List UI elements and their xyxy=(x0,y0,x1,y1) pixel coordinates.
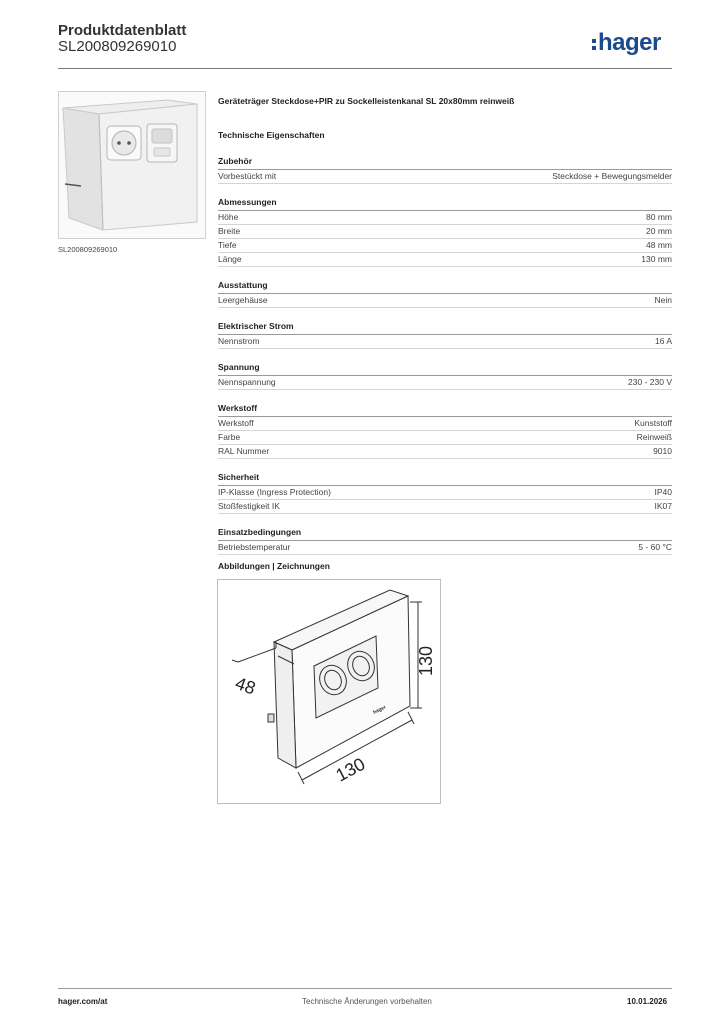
spec-label: Länge xyxy=(218,254,242,264)
spec-group-heading: Elektrischer Strom xyxy=(218,321,672,335)
technical-drawing xyxy=(217,579,441,804)
spec-label: IP-Klasse (Ingress Protection) xyxy=(218,487,331,497)
spec-row xyxy=(218,541,672,555)
spec-group-heading: Zubehör xyxy=(218,156,672,170)
spec-row xyxy=(218,294,672,308)
spec-label: Werkstoff xyxy=(218,418,254,428)
spec-row xyxy=(218,376,672,390)
spec-group xyxy=(218,527,672,555)
product-id: SL200809269010 xyxy=(58,38,177,55)
spec-value: Reinweiß xyxy=(636,432,672,442)
spec-value: IK07 xyxy=(654,501,672,511)
spec-value: 5 - 60 °C xyxy=(638,542,672,552)
spec-value: 80 mm xyxy=(646,212,672,222)
spec-group xyxy=(218,280,672,308)
footer-divider xyxy=(58,988,672,989)
spec-value: IP40 xyxy=(654,487,672,497)
product-title: Geräteträger Steckdose+PIR zu Sockelleistenkanal SL 20x80mm reinweiß xyxy=(218,96,515,106)
drawings-heading: Abbildungen | Zeichnungen xyxy=(218,561,330,571)
header-divider xyxy=(58,68,672,69)
spec-row xyxy=(218,253,672,267)
logo-dots-icon xyxy=(592,36,596,50)
spec-value: Kunststoff xyxy=(634,418,672,428)
page-title: Produktdatenblatt xyxy=(58,22,187,39)
footer-date: 10.01.2026 xyxy=(627,997,668,1006)
spec-label: Stoßfestigkeit IK xyxy=(218,501,280,511)
dim-length-label: 130 xyxy=(332,753,369,786)
spec-group-heading: Ausstattung xyxy=(218,280,672,294)
spec-row xyxy=(218,431,672,445)
spec-value: 9010 xyxy=(653,446,672,456)
spec-label: Betriebstemperatur xyxy=(218,542,291,552)
spec-row xyxy=(218,445,672,459)
spec-value: Steckdose + Bewegungsmelder xyxy=(552,171,672,181)
spec-value: Nein xyxy=(654,295,672,305)
spec-value: 130 mm xyxy=(641,254,672,264)
dim-depth-label: 48 xyxy=(232,672,259,699)
spec-row xyxy=(218,486,672,500)
spec-value: 16 A xyxy=(654,336,672,346)
spec-row xyxy=(218,500,672,514)
spec-group-heading: Spannung xyxy=(218,362,672,376)
spec-label: Breite xyxy=(218,226,241,236)
spec-group-heading: Werkstoff xyxy=(218,403,672,417)
spec-row xyxy=(218,225,672,239)
hager-logo xyxy=(592,29,661,57)
spec-table xyxy=(218,156,672,568)
photo-caption: SL200809269010 xyxy=(58,245,118,254)
spec-value: 20 mm xyxy=(646,226,672,236)
spec-label: Nennspannung xyxy=(218,377,276,387)
spec-group-heading: Sicherheit xyxy=(218,472,672,486)
spec-label: Vorbestückt mit xyxy=(218,171,277,181)
spec-row xyxy=(218,239,672,253)
spec-group xyxy=(218,197,672,267)
logo-text: hager xyxy=(598,29,661,56)
spec-value: 48 mm xyxy=(646,240,672,250)
spec-label: Höhe xyxy=(218,212,239,222)
spec-row xyxy=(218,211,672,225)
spec-label: RAL Nummer xyxy=(218,446,270,456)
section-heading: Technische Eigenschaften xyxy=(218,130,325,140)
dim-height-label: 130 xyxy=(416,645,436,676)
product-photo xyxy=(58,91,206,239)
spec-group xyxy=(218,321,672,349)
spec-value: 230 - 230 V xyxy=(628,377,672,387)
spec-row xyxy=(218,417,672,431)
spec-row xyxy=(218,335,672,349)
spec-row xyxy=(218,170,672,184)
spec-group xyxy=(218,403,672,459)
spec-group-heading: Einsatzbedingungen xyxy=(218,527,672,541)
footer-website[interactable]: hager.com/at xyxy=(58,997,108,1006)
spec-label: Nennstrom xyxy=(218,336,260,346)
spec-group xyxy=(218,362,672,390)
spec-label: Farbe xyxy=(218,432,241,442)
spec-group-heading: Abmessungen xyxy=(218,197,672,211)
drawing-logo-mark: hager xyxy=(372,704,388,716)
spec-group xyxy=(218,472,672,514)
spec-label: Leergehäuse xyxy=(218,295,268,305)
footer-note: Technische Änderungen vorbehalten xyxy=(302,997,432,1006)
spec-group xyxy=(218,156,672,184)
spec-label: Tiefe xyxy=(218,240,237,250)
